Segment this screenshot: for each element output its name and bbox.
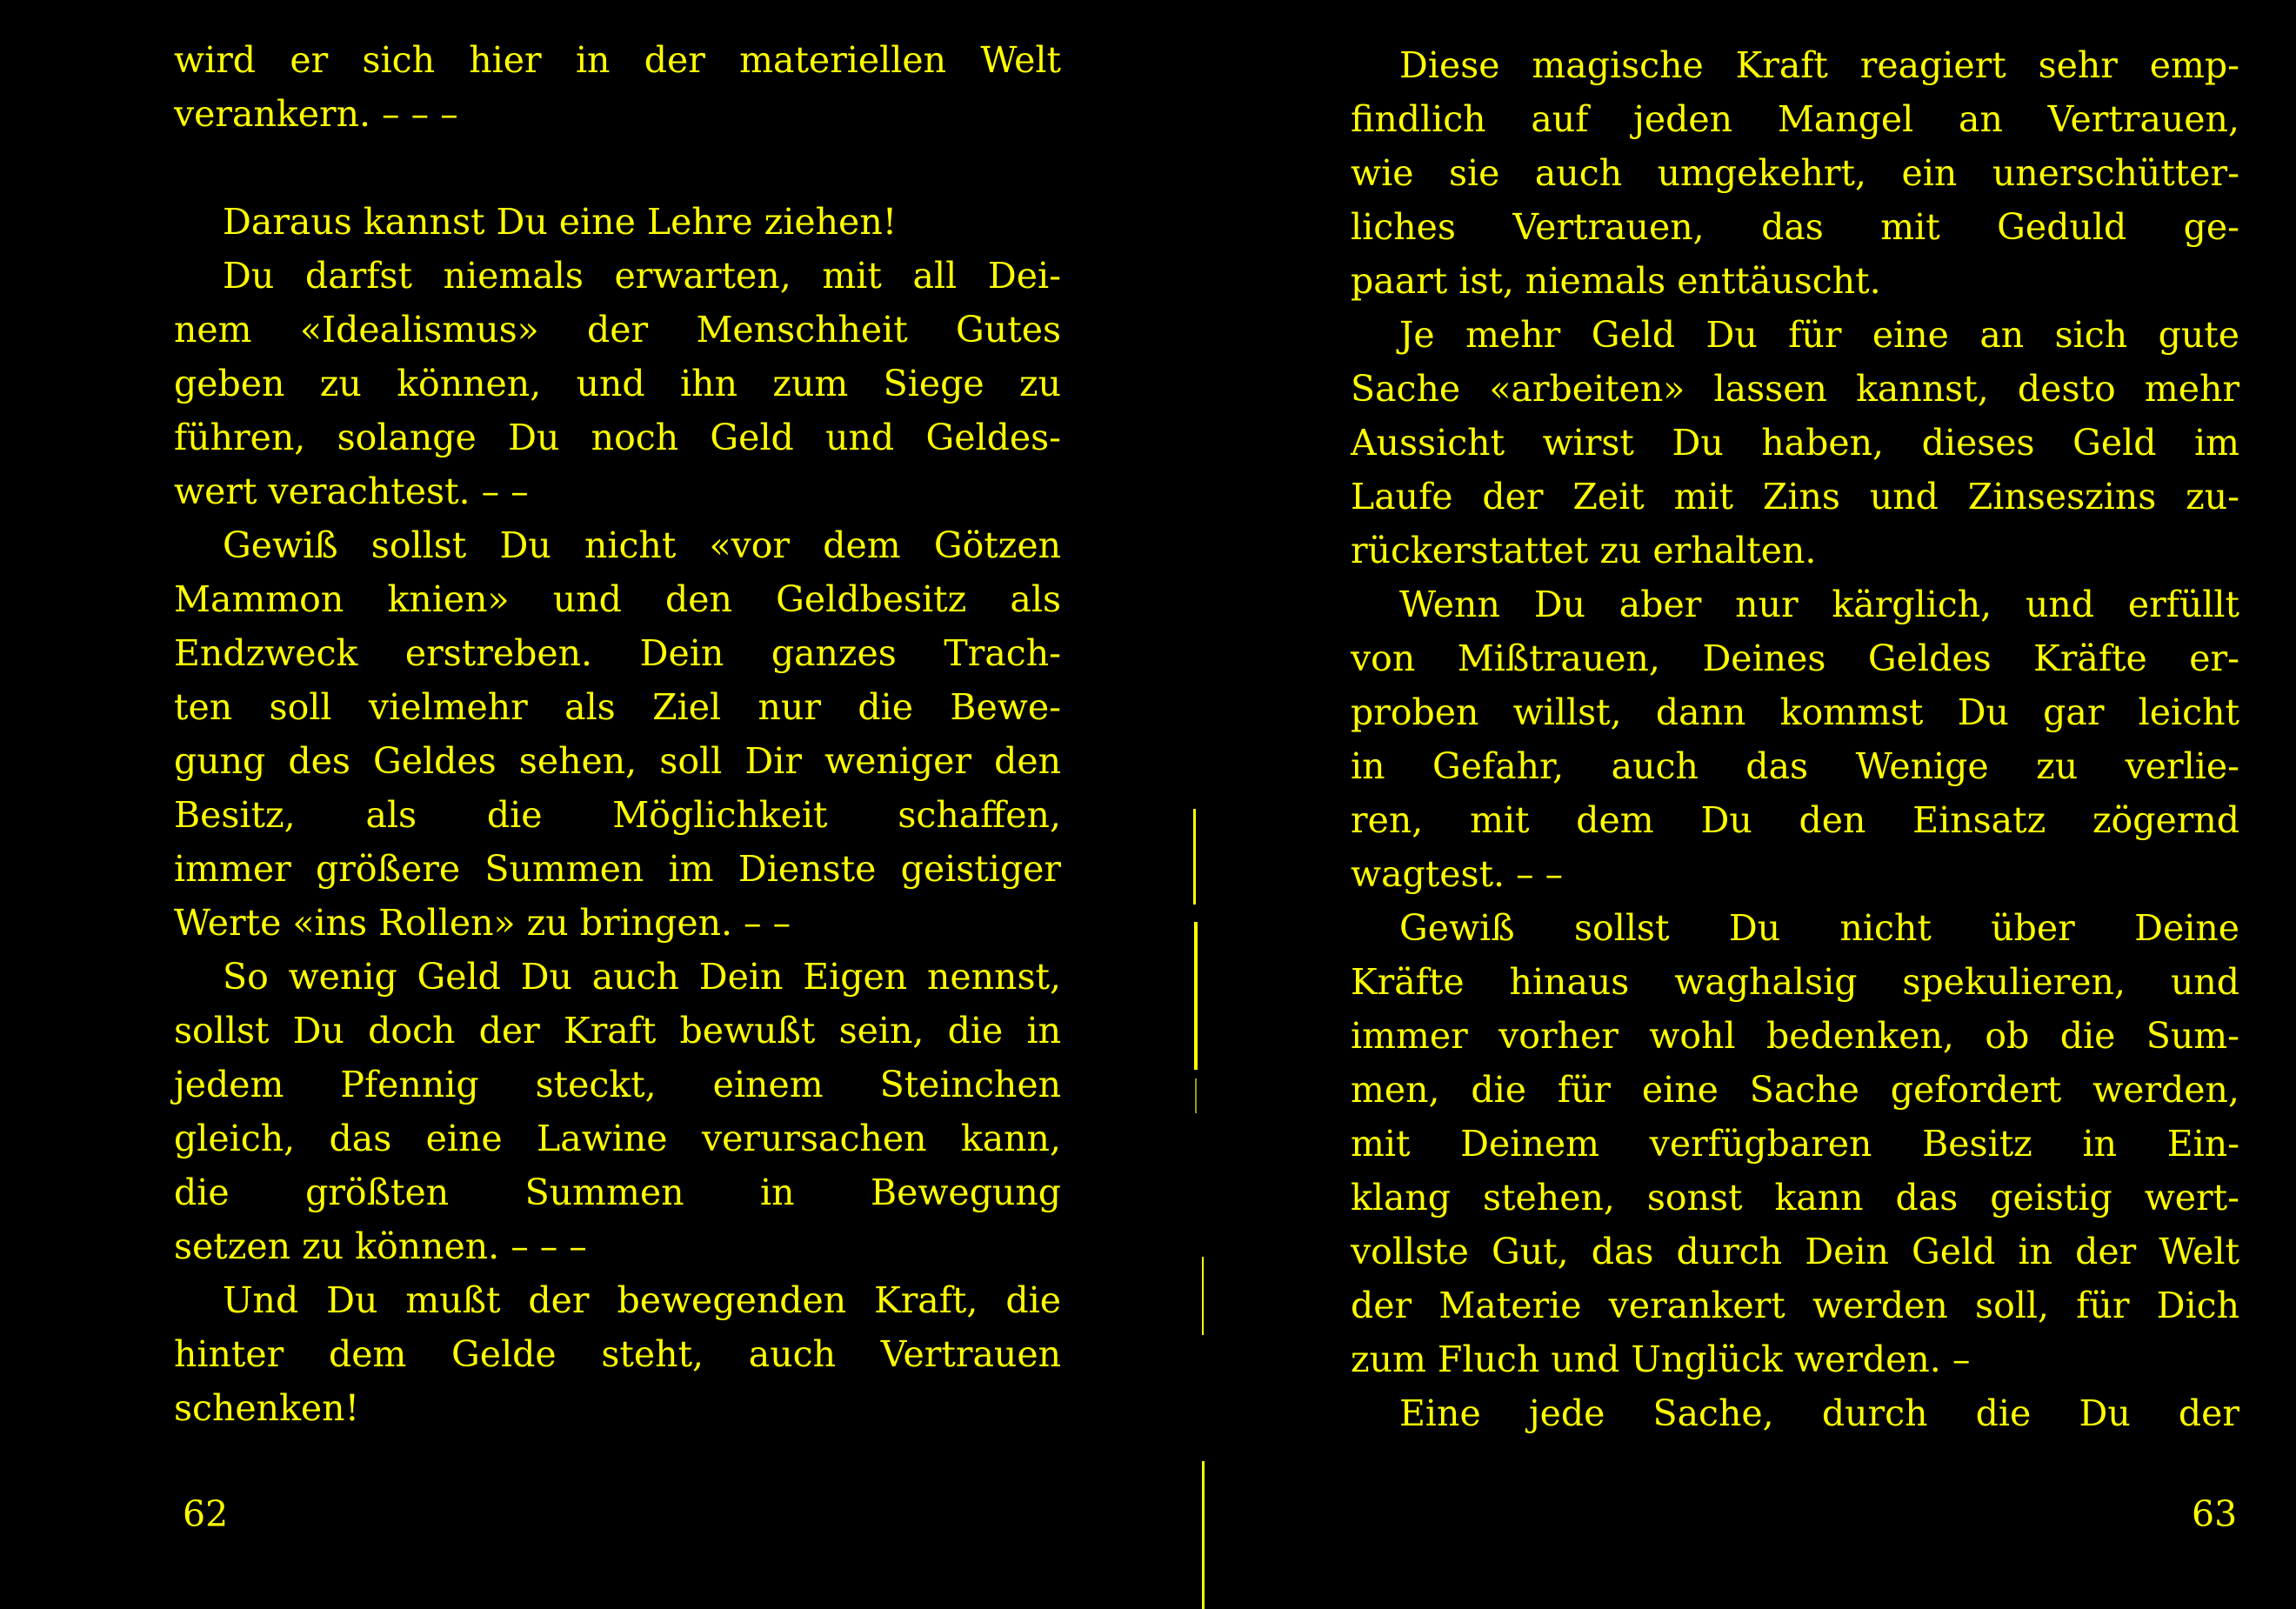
right-line-13: proben willst, dann kommst Du gar leicht — [1351, 691, 2239, 733]
left-line-25: hinter dem Gelde steht, auch Vertrauen — [174, 1333, 1061, 1375]
left-line-3 — [174, 141, 1061, 195]
left-line-21: gleich, das eine Lawine verursachen kann, — [174, 1118, 1061, 1159]
left-line-5: Du darfst niemals erwarten, mit all Dei- — [223, 255, 1061, 297]
right-line-10: rückerstattet zu erhalten. — [1351, 530, 1817, 571]
right-line-17: Gewiß sollst Du nicht über Deine — [1399, 907, 2239, 949]
right-line-21: mit Deinem verfügbaren Besitz in Ein- — [1351, 1123, 2239, 1165]
right-line-26: Eine jede Sache, durch die Du der — [1399, 1392, 2239, 1434]
left-line-14: gung des Geldes sehen, soll Dir weniger den — [174, 740, 1061, 782]
right-line-14: in Gefahr, auch das Wenige zu verlie- — [1351, 745, 2239, 787]
right-line-25: zum Fluch und Unglück werden. – — [1351, 1339, 1971, 1380]
right-line-23: vollste Gut, das durch Dein Geld in der Welt — [1351, 1231, 2239, 1272]
right-line-7: Sache «arbeiten» lassen kannst, desto mehr — [1351, 368, 2239, 410]
left-line-23: setzen zu können. – – – — [174, 1225, 587, 1267]
left-line-16: immer größere Summen im Dienste geistiger — [174, 848, 1061, 890]
right-line-22: klang stehen, sonst kann das geistig wert- — [1351, 1177, 2239, 1218]
left-line-10: Gewiß sollst Du nicht «vor dem Götzen — [223, 524, 1061, 566]
right-line-19: immer vorher wohl bedenken, ob die Sum- — [1351, 1015, 2239, 1057]
right-line-20: men, die für eine Sache gefordert werden, — [1351, 1069, 2239, 1111]
left-line-4: Daraus kannst Du eine Lehre ziehen! — [223, 201, 898, 243]
left-line-1: wird er sich hier in der materiellen Welt — [174, 39, 1061, 81]
right-line-3: wie sie auch umgekehrt, ein unerschütter- — [1351, 152, 2239, 194]
right-line-8: Aussicht wirst Du haben, dieses Geld im — [1351, 422, 2239, 464]
left-line-8: führen, solange Du noch Geld und Geldes- — [174, 417, 1061, 458]
right-line-6: Je mehr Geld Du für eine an sich gute — [1399, 314, 2239, 356]
right-page-number: 63 — [2192, 1493, 2238, 1535]
right-line-12: von Mißtrauen, Deines Geldes Kräfte er- — [1351, 638, 2239, 679]
left-line-6: nem «Idealismus» der Menschheit Gutes — [174, 309, 1061, 351]
left-line-20: jedem Pfennig steckt, einem Steinchen — [174, 1064, 1061, 1105]
right-line-11: Wenn Du aber nur kärglich, und erfüllt — [1399, 584, 2239, 625]
left-line-11: Mammon knien» und den Geldbesitz als — [174, 578, 1061, 620]
left-line-19: sollst Du doch der Kraft bewußt sein, die in — [174, 1010, 1061, 1052]
right-line-1: Diese magische Kraft reagiert sehr emp- — [1399, 44, 2239, 86]
left-line-15: Besitz, als die Möglichkeit schaffen, — [174, 794, 1061, 836]
right-line-4: liches Vertrauen, das mit Geduld ge- — [1351, 206, 2239, 248]
left-line-24: Und Du mußt der bewegenden Kraft, die — [223, 1279, 1061, 1321]
left-line-7: geben zu können, und ihn zum Siege zu — [174, 363, 1061, 404]
right-line-16: wagtest. – – — [1351, 853, 1564, 895]
left-line-12: Endzweck erstreben. Dein ganzes Trach- — [174, 632, 1061, 674]
right-line-24: der Materie verankert werden soll, für Dich — [1351, 1285, 2239, 1326]
right-line-5: paart ist, niemals enttäuscht. — [1351, 260, 1881, 302]
left-line-26: schenken! — [174, 1387, 360, 1429]
right-line-9: Laufe der Zeit mit Zins und Zinseszins zu- — [1351, 476, 2239, 517]
left-line-2: verankern. – – – — [174, 93, 458, 135]
left-page-number: 62 — [183, 1493, 229, 1535]
right-line-18: Kräfte hinaus waghalsig spekulieren, und — [1351, 961, 2239, 1003]
gutter-binding-line — [1193, 800, 1200, 1609]
left-line-17: Werte «ins Rollen» zu bringen. – – — [174, 902, 791, 944]
right-line-15: ren, mit dem Du den Einsatz zögernd — [1351, 799, 2239, 841]
left-line-13: ten soll vielmehr als Ziel nur die Bewe- — [174, 686, 1061, 728]
left-line-22: die größten Summen in Bewegung — [174, 1172, 1061, 1213]
left-line-9: wert verachtest. – – — [174, 471, 529, 512]
left-line-18: So wenig Geld Du auch Dein Eigen nennst, — [223, 956, 1061, 998]
right-line-2: findlich auf jeden Mangel an Vertrauen, — [1351, 98, 2239, 140]
